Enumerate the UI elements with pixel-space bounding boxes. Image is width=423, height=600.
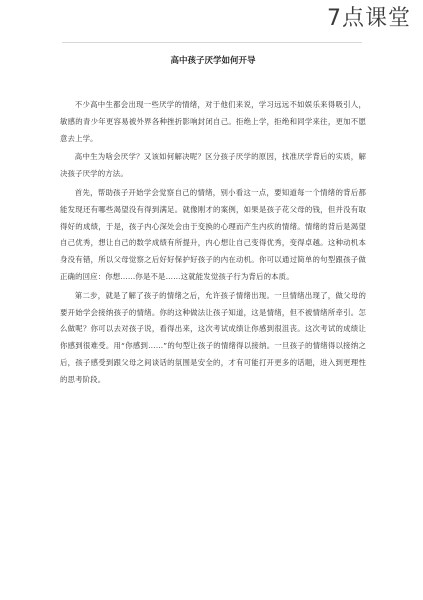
watermark-logo: 7点课堂 bbox=[327, 6, 411, 31]
paragraph-step-one: 首先，帮助孩子开始学会觉察自己的情绪，别小看这一点，要知道每一个情绪的背后都能发现还有哪些渴望没有得到满足。就像刚才的案例，如果是孩子花父母的钱，但并没有取得好的成绩，于是，孩子内心深处会由于变换的心理而产生内疚的情绪。情绪的背后是渴望自己优秀，想让自己的数学成绩有所提升，内心想让自己变得优秀，变得卓越。这种动机本身没有错，所以父母觉察之后好好保护好孩子的内在动机。你可以通过简单的句型跟孩子做正确的回应：你想……你是不是……这就能发觉孩子行为背后的本质。 bbox=[60, 187, 366, 281]
paragraph-step-two: 第二步，就是了解了孩子的情绪之后，允许孩子情绪出现。一旦情绪出现了，做父母的要开始学会接纳孩子的情绪。你的这种做法让孩子知道，这是情绪，但不被情绪所牵引。怎么做呢？你可以去对孩子说，看得出来，这次考试成绩让你感到很沮丧。这次考试的成绩让你感到很难受。用“你感到……”的句型让孩子的情绪得以接纳。一旦孩子的情绪得以接纳之后，孩子感受到跟父母之间谈话的氛围是安全的，才有可能打开更多的话题，进入到更理性的思考阶段。 bbox=[60, 290, 366, 384]
paragraph-question: 高中生为啥会厌学？又该如何解决呢？区分孩子厌学的原因，找准厌学背后的实质，解决孩子厌学的方法。 bbox=[60, 152, 366, 179]
document-page bbox=[60, 56, 366, 391]
header-divider bbox=[62, 42, 362, 43]
document-title: 高中孩子厌学如何开导 bbox=[170, 56, 256, 66]
paragraph-intro: 不少高中生都会出现一些厌学的情绪，对于他们来说，学习远远不如娱乐来得吸引人，敏感的青少年更容易被外界各种挫折影响封闭自己。拒绝上学，拒绝和同学来往，更加不愿意去上学。 bbox=[60, 100, 366, 143]
